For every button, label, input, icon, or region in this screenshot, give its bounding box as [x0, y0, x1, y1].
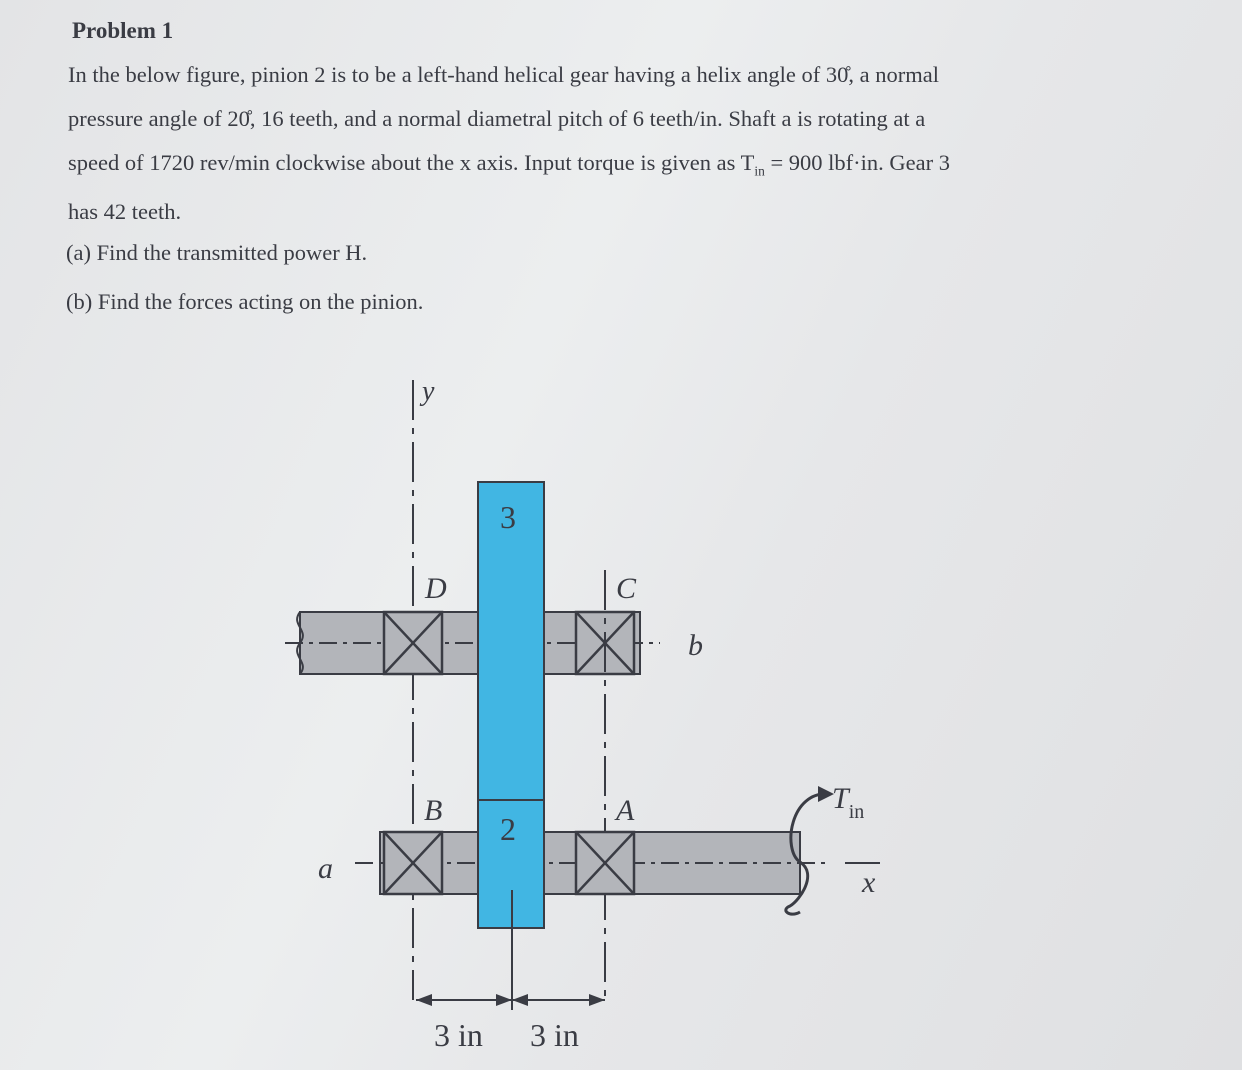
problem-title: Problem 1 [72, 18, 174, 43]
question-a: (a) Find the transmitted power H. [66, 240, 368, 265]
gear-2-label: 2 [500, 811, 516, 847]
torque-arrow [786, 794, 830, 914]
shaft-a-label: a [318, 852, 333, 885]
bearing-d [384, 612, 442, 674]
dim-left-label: 3 in [434, 1017, 483, 1053]
y-axis-label: y [422, 376, 435, 407]
dim-right-label: 3 in [530, 1017, 579, 1053]
line3-sub: in [754, 163, 765, 179]
line3-pre: speed of 1720 rev/min clockwise about the x axis. Input torque is given as T [68, 150, 755, 175]
line3-post: = 900 lbf·in. Gear 3 [764, 150, 950, 175]
bearing-a-label: A [616, 794, 635, 827]
problem-line-4: has 42 teeth. [68, 199, 182, 224]
gear-3-label: 3 [500, 499, 516, 535]
shaft-b-label: b [688, 629, 703, 662]
question-b: (b) Find the forces acting on the pinion. [66, 289, 424, 314]
bearing-b [384, 832, 442, 894]
torque-label: $T_{in}$ [832, 782, 865, 823]
dim-right-arrow-2 [589, 994, 605, 1006]
x-axis-label: x [862, 866, 876, 899]
bearing-a [576, 832, 634, 894]
bearing-b-label: B [424, 794, 443, 827]
bearing-c-label: C [616, 572, 637, 605]
problem-line-2: pressure angle of 20̊, 16 teeth, and a normal diametral pitch of 6 teeth/in. Shaft a is rotating at a [68, 106, 926, 131]
dim-left-arrow-2 [496, 994, 512, 1006]
torque-sub: in [848, 801, 865, 823]
dim-right-arrow-1 [512, 994, 528, 1006]
dim-left-arrow-1 [416, 994, 432, 1006]
problem-line-1: In the below figure, pinion 2 is to be a left-hand helical gear having a helix angle of 30̊, a normal [68, 62, 939, 87]
bearing-d-label: D [425, 572, 447, 605]
